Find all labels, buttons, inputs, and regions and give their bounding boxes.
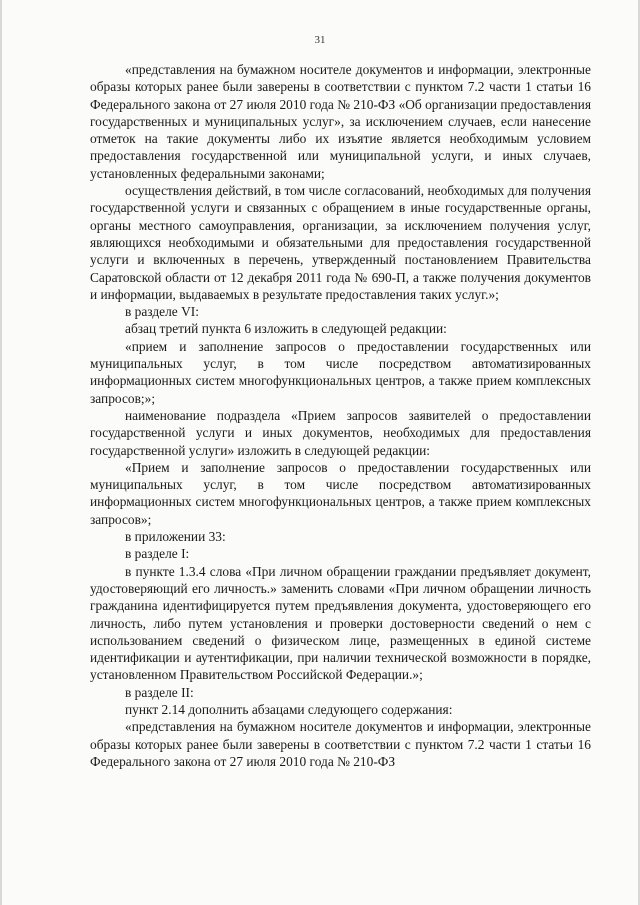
paragraph: в пункте 1.3.4 слова «При личном обращении граждании предъявляет документ, удостоверяющий его личность.» заменить словами «При личном обращении личность гражданина идентифицируется путем предъявления документа, удостоверяющего его личность, либо путем установления и проверки достоверности сведений о нем с использованием сведений о физическом лице, размещенных в единой системе идентификации и аутентификации, при наличии технической возможности в порядке, установленном Правительством Российской Федерации.»;: [90, 563, 591, 683]
paragraph: в разделе II:: [125, 684, 194, 700]
paragraph: осуществления действий, в том числе согласований, необходимых для получения государственной услуги и связанных с обращением в иные государственные органы, органы местного самоуправления, организации, за исключением получения услуг, являющихся необходимыми и обязательными для предоставления государственной услуги и включенных в перечень, утвержденный постановлением Правительства Саратовской области от 12 декабря 2011 года № 690-П, а также получения документов и информации, выдаваемых в результате предоставления таких услуг.»;: [90, 183, 591, 302]
document-body: [90, 61, 591, 770]
paragraph: «Прием и заполнение запросов о предоставлении государственных или муниципальных услуг, в том числе посредством автоматизированных информационных систем многофункциональных центров, а также прием комплексных запросов»;: [90, 459, 591, 527]
paragraph: «представления на бумажном носителе документов и информации, электронные образы которых ранее были заверены в соответствии с пунктом 7.2 части 1 статьи 16 Федерального закона от 27 июля 2010 года № 210-ФЗ: [90, 719, 591, 769]
paragraph: пункт 2.14 дополнить абзацами следующего содержания:: [125, 701, 453, 717]
paragraph: наименование подраздела «Прием запросов заявителей о предоставлении государственной услуги и иных документов, необходимых для предоставления государственной услуги» изложить в следующей редакции:: [90, 407, 591, 458]
paragraph: в приложении 33:: [125, 529, 226, 545]
paragraph: в разделе I:: [125, 546, 190, 562]
paragraph: абзац третий пункта 6 изложить в следующей редакции:: [125, 321, 447, 337]
paragraph: «прием и заполнение запросов о предоставлении государственных или муниципальных услуг, в том числе посредством автоматизированных информационных систем многофункциональных центров, а также прием комплексных запросов;»;: [90, 338, 591, 406]
paragraph: «представления на бумажном носителе документов и информации, электронные образы которых ранее были заверены в соответствии с пунктом 7.2 части 1 статьи 16 Федерального закона от 27 июля 2010 года № 210-ФЗ «Об организации предоставления государственных и муниципальных услуг», за исключением случаев, если нанесение отметок на такие документы либо их изъятие является необходимым условием предоставления государственной или муниципальной услуги, и иных случаев, установленных федеральными законами;: [90, 62, 591, 181]
paragraph: в разделе VI:: [125, 304, 199, 320]
scan-edge-left: [0, 0, 2, 905]
page-number: 31: [314, 34, 326, 46]
